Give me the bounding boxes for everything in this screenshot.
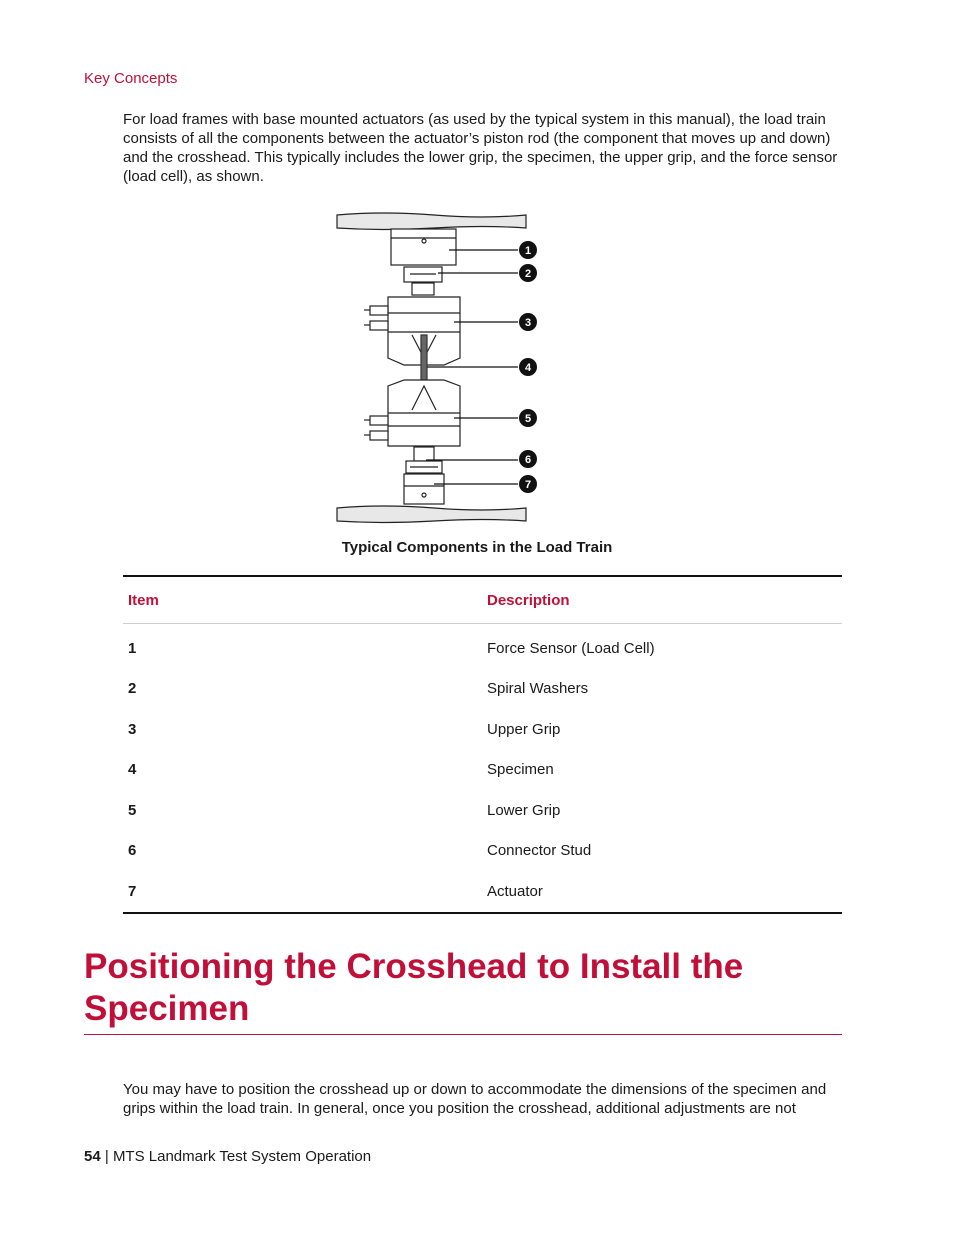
table-row: [123, 871, 842, 913]
item-number: 3: [128, 720, 137, 738]
table-row: [123, 790, 842, 831]
item-description: Actuator: [487, 882, 543, 900]
callout-2: [519, 264, 537, 282]
item-description: Connector Stud: [487, 842, 592, 860]
page-footer: [84, 1148, 371, 1165]
table-header-row: [123, 576, 842, 624]
item-number: 7: [128, 882, 137, 900]
item-number: 5: [128, 801, 137, 819]
load-cell-shape: [391, 229, 456, 265]
table-row: [123, 831, 842, 872]
description-column-header: Description: [483, 576, 842, 624]
intro-paragraph: For load frames with base mounted actuators (as used by the typical system in this manual), the load train consists of all the components between the actuator’s piston rod (the component that moves up and down) and the crosshead. This typically includes the lower grip, the specimen, the upper grip, and the force sensor (load cell), as shown.: [123, 111, 838, 185]
table-row: [123, 709, 842, 750]
svg-text:3: 3: [524, 317, 532, 329]
load-train-diagram: [334, 208, 544, 528]
item-description: Specimen: [487, 761, 554, 779]
crosshead-shape: [337, 213, 526, 230]
load-train-figure: [334, 208, 544, 528]
base-shape: [337, 506, 526, 523]
item-number: 1: [128, 639, 137, 657]
table-row: [123, 669, 842, 710]
components-table: [123, 575, 842, 914]
item-description: Spiral Washers: [487, 680, 589, 698]
page-number: 54: [84, 1148, 101, 1165]
svg-text:4: 4: [524, 362, 532, 374]
callout-6: [519, 450, 537, 468]
svg-text:2: 2: [524, 268, 532, 280]
callout-5: [519, 409, 537, 427]
item-column-header: Item: [123, 576, 483, 624]
svg-text:6: 6: [524, 454, 532, 466]
svg-text:7: 7: [524, 479, 532, 491]
callout-3: [519, 313, 537, 331]
connector-stud-shape: [414, 447, 434, 461]
document-title: MTS Landmark Test System Operation: [112, 1148, 372, 1165]
svg-text:1: 1: [524, 245, 532, 257]
table-row: [123, 750, 842, 791]
table-row: [123, 624, 842, 669]
figure-caption: Typical Components in the Load Train: [341, 539, 613, 556]
item-number: 6: [128, 842, 137, 860]
callout-7: [519, 475, 537, 493]
item-description: Lower Grip: [487, 801, 561, 819]
item-description: Force Sensor (Load Cell): [487, 639, 655, 657]
actuator-shape: [404, 474, 444, 504]
item-number: 4: [128, 761, 137, 779]
body-paragraph: You may have to position the crosshead up or down to accommodate the dimensions of the specimen and grips within the load train. In general, once you position the crosshead, additional adjustments are not: [123, 1081, 827, 1117]
section-heading: Positioning the Crosshead to Install the Specimen: [84, 946, 842, 1035]
callout-4: [519, 358, 537, 376]
footer-separator: |: [104, 1148, 109, 1165]
svg-text:5: 5: [524, 413, 532, 425]
section-breadcrumb[interactable]: Key Concepts: [84, 70, 178, 87]
item-description: Upper Grip: [487, 720, 561, 738]
callout-1: [519, 241, 537, 259]
item-number: 2: [128, 680, 137, 698]
